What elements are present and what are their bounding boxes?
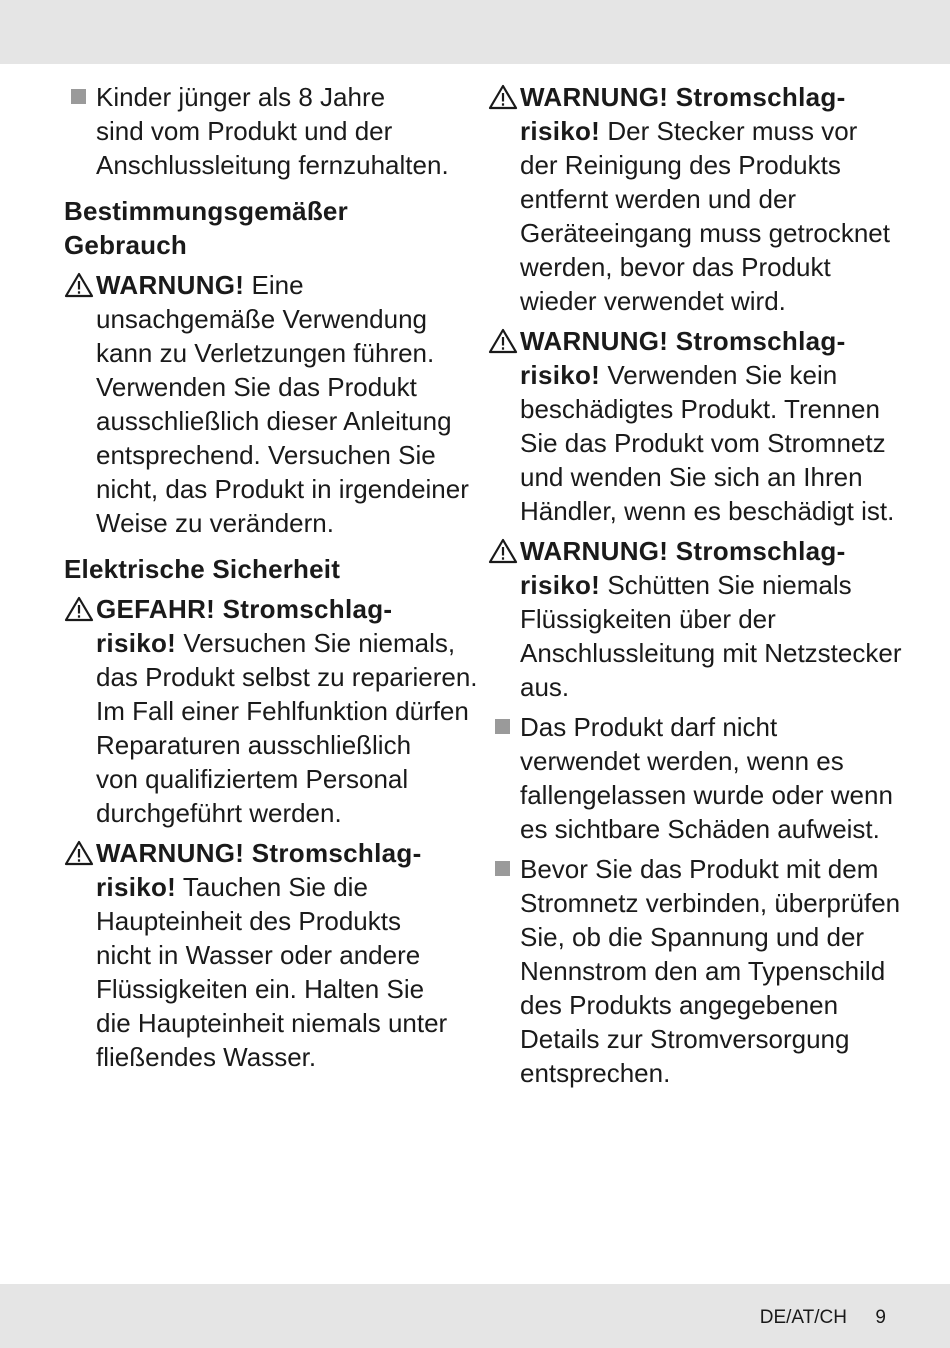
warning-damaged bbox=[488, 324, 895, 528]
warning-keyword: WARNUNG! Stromschlag- bbox=[96, 838, 422, 868]
warning-keyword: risiko! bbox=[520, 116, 601, 146]
warning-triangle-icon bbox=[488, 324, 520, 358]
text-line: werden, bevor das Produkt bbox=[520, 252, 831, 282]
text-fragment: Tauchen Sie die bbox=[176, 872, 368, 902]
text-line: entfernt werden und der bbox=[520, 184, 797, 214]
text-line: Das Produkt darf nicht bbox=[520, 712, 778, 742]
warning-keyword: WARNUNG! Stromschlag- bbox=[520, 536, 846, 566]
text-line: Händler, wenn es beschädigt ist. bbox=[520, 496, 895, 526]
warning-keyword: WARNUNG! Stromschlag- bbox=[520, 326, 846, 356]
bullet-dropped bbox=[488, 710, 893, 846]
warning-water bbox=[64, 836, 464, 1074]
right-column bbox=[488, 80, 902, 1096]
warning-triangle-icon bbox=[64, 268, 96, 302]
text-line: Sie das Produkt vom Stromnetz bbox=[520, 428, 886, 458]
text-fragment: Verwenden Sie kein bbox=[600, 360, 838, 390]
text-line: durchgeführt werden. bbox=[96, 798, 342, 828]
warning-triangle-icon bbox=[64, 592, 96, 626]
text-line: das Produkt selbst zu reparieren. bbox=[96, 662, 478, 692]
heading-line: Gebrauch bbox=[64, 230, 187, 260]
text-line: sind vom Produkt und der bbox=[96, 116, 393, 146]
left-column bbox=[64, 80, 478, 1080]
danger-keyword: risiko! bbox=[96, 628, 177, 658]
text-line: es sichtbare Schäden aufweist. bbox=[520, 814, 880, 844]
danger-keyword: GEFAHR! Stromschlag- bbox=[96, 594, 393, 624]
text-line: Nennstrom den am Typenschild bbox=[520, 956, 886, 986]
bullet-voltage bbox=[488, 852, 901, 1090]
warning-keyword: risiko! bbox=[520, 570, 601, 600]
text-line: Kinder jünger als 8 Jahre bbox=[96, 82, 386, 112]
heading-line: Bestimmungsgemäßer bbox=[64, 196, 348, 226]
text-line: Sie, ob die Spannung und der bbox=[520, 922, 865, 952]
warning-unplug bbox=[488, 80, 888, 318]
square-bullet-icon bbox=[488, 852, 520, 886]
text-line: Geräteeingang muss getrocknet bbox=[520, 218, 890, 248]
warning-triangle-icon bbox=[488, 534, 520, 568]
text-line: Stromnetz verbinden, überprüfen bbox=[520, 888, 901, 918]
text-line: und wenden Sie sich an Ihren bbox=[520, 462, 863, 492]
text-line: ausschließlich dieser Anleitung bbox=[96, 406, 452, 436]
square-bullet-icon bbox=[488, 710, 520, 744]
warning-keyword: risiko! bbox=[96, 872, 177, 902]
text-line: fallengelassen wurde oder wenn bbox=[520, 780, 893, 810]
warning-triangle-icon bbox=[64, 836, 96, 870]
text-line: unsachgemäße Verwendung bbox=[96, 304, 428, 334]
text-line: Verwenden Sie das Produkt bbox=[96, 372, 417, 402]
text-line: Haupteinheit des Produkts bbox=[96, 906, 401, 936]
footer-language-code: DE/AT/CH bbox=[759, 1307, 847, 1328]
warning-keyword: WARNUNG! bbox=[96, 270, 245, 300]
text-line: von qualifiziertem Personal bbox=[96, 764, 409, 794]
section-heading-electrical-safety: Elektrische Sicherheit bbox=[64, 554, 341, 584]
text-line: Weise zu verändern. bbox=[96, 508, 334, 538]
warning-keyword: risiko! bbox=[520, 360, 601, 390]
text-line: die Haupteinheit niemals unter bbox=[96, 1008, 448, 1038]
text-line: wieder verwendet wird. bbox=[520, 286, 786, 316]
warning-liquids bbox=[488, 534, 902, 704]
text-line: entsprechend. Versuchen Sie bbox=[96, 440, 436, 470]
section-heading-intended-use bbox=[64, 194, 464, 262]
header-band bbox=[0, 0, 950, 64]
text-line: des Produkts angegebenen bbox=[520, 990, 839, 1020]
square-bullet-icon bbox=[64, 80, 96, 114]
warning-triangle-icon bbox=[488, 80, 520, 114]
text-line: beschädigtes Produkt. Trennen bbox=[520, 394, 880, 424]
text-line: fließendes Wasser. bbox=[96, 1042, 317, 1072]
text-fragment: Schütten Sie niemals bbox=[600, 570, 852, 600]
danger-repair bbox=[64, 592, 478, 830]
text-line: entsprechen. bbox=[520, 1058, 671, 1088]
text-line: nicht in Wasser oder andere bbox=[96, 940, 421, 970]
text-line: Flüssigkeiten über der bbox=[520, 604, 776, 634]
text-line: Flüssigkeiten ein. Halten Sie bbox=[96, 974, 425, 1004]
text-fragment: Der Stecker muss vor bbox=[600, 116, 858, 146]
text-line: der Reinigung des Produkts bbox=[520, 150, 841, 180]
text-line: Bevor Sie das Produkt mit dem bbox=[520, 854, 879, 884]
text-line: Im Fall einer Fehlfunktion dürfen bbox=[96, 696, 469, 726]
text-line: kann zu Verletzungen führen. bbox=[96, 338, 435, 368]
bullet-children bbox=[64, 80, 464, 182]
text-line: nicht, das Produkt in irgendeiner bbox=[96, 474, 469, 504]
text-line: verwendet werden, wenn es bbox=[520, 746, 844, 776]
text-line: Details zur Stromversorgung bbox=[520, 1024, 850, 1054]
text-line: aus. bbox=[520, 672, 570, 702]
text-line: Reparaturen ausschließlich bbox=[96, 730, 412, 760]
text-line: Anschlussleitung mit Netzstecker bbox=[520, 638, 902, 668]
text-fragment: Versuchen Sie niemals, bbox=[176, 628, 456, 658]
text-fragment: Eine bbox=[244, 270, 304, 300]
warning-misuse bbox=[64, 268, 469, 540]
warning-keyword: WARNUNG! Stromschlag- bbox=[520, 82, 846, 112]
text-line: Anschlussleitung fernzuhalten. bbox=[96, 150, 449, 180]
page-number: 9 bbox=[875, 1307, 886, 1328]
